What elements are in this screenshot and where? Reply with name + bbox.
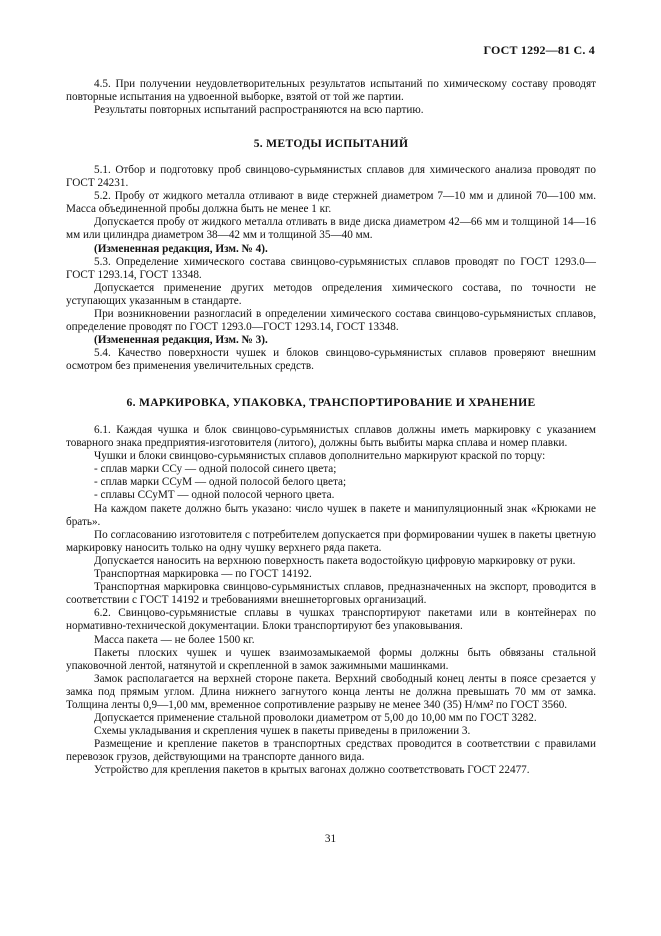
paragraph: Масса пакета — не более 1500 кг. xyxy=(94,633,255,646)
section-heading: 6. МАРКИРОВКА, УПАКОВКА, ТРАНСПОРТИРОВАНИЕ И ХРАНЕНИЕ xyxy=(126,396,536,409)
section-6-heading-wrap xyxy=(66,396,596,409)
paragraph: Транспортная маркировка свинцово-сурьмянистых сплавов, предназначенных на экспорт, проводится в соответствии с ГОСТ 14192 и требованиями внешнеторговых организаций. xyxy=(66,581,596,607)
paragraph: При возникновении разногласий в определении химического состава свинцово-сурьмянистых сплавов, определение проводят по ГОСТ 1293.0—ГОСТ 1293.14, ГОСТ 13348. xyxy=(66,308,596,334)
paragraph: 5.3. Определение химического состава свинцово-сурьмянистых сплавов проводят по ГОСТ 1293.0—ГОСТ 1293.14, ГОСТ 13348. xyxy=(66,255,596,281)
section-6-body xyxy=(66,424,596,778)
paragraph: По согласованию изготовителя с потребителем допускается при формировании чушек в пакеты цветную маркировку наносить только на одну чушку верхнего ряда пакета. xyxy=(66,528,596,554)
paragraph: 5.1. Отбор и подготовку проб свинцово-сурьмянистых сплавов для химического анализа проводят по ГОСТ 24231. xyxy=(66,164,596,190)
paragraph: На каждом пакете должно быть указано: число чушек в пакете и манипуляционный знак «Крюками не брать». xyxy=(66,502,596,528)
paragraph: Замок располагается на верхней стороне пакета. Верхний свободный конец ленты в поясе срезается у замка под прямым углом. Длина нижнего загнутого конца ленты не должна превышать 70 мм от замка. Толщина ленты 0,9—1,00 мм, временное сопротивление разрыву не менее 340 (35) Н/мм² по ГОСТ 3560. xyxy=(66,672,596,711)
paragraph: Схемы укладывания и скрепления чушек в пакеты приведены в приложении 3. xyxy=(94,725,471,738)
paragraph: Допускается применение других методов определения химического состава, по точности не уступающих указанным в стандарте. xyxy=(66,281,596,307)
paragraph: Допускается пробу от жидкого металла отливать в виде диска диаметром 42—66 мм и толщиной 14—16 мм или цилиндра диаметром 38—42 мм и толщиной 35—40 мм. xyxy=(66,216,596,242)
paragraph: Допускается применение стальной проволоки диаметром от 5,00 до 10,00 мм по ГОСТ 3282. xyxy=(94,712,537,725)
list-item: - сплав марки ССуМ — одной полосой белого цвета; xyxy=(94,476,347,489)
paragraph: 5.4. Качество поверхности чушек и блоков свинцово-сурьмянистых сплавов проверяют внешним осмотром без применения увеличительных средств. xyxy=(66,347,596,373)
paragraph: Транспортная маркировка — по ГОСТ 14192. xyxy=(94,568,312,581)
paragraph: 5.2. Пробу от жидкого металла отливают в виде стержней диаметром 7—10 мм и длиной 70—100 мм. Масса объединенной пробы должна быть не менее 1 кг. xyxy=(66,190,596,216)
paragraph: Чушки и блоки свинцово-сурьмянистых сплавов дополнительно маркируют краской по торцу: xyxy=(94,450,546,463)
paragraph: 4.5. При получении неудовлетворительных результатов испытаний по химическому составу проводят повторные испытания на удвоенной выборке, взятой от той же партии. xyxy=(66,78,596,104)
section-4-tail xyxy=(66,78,596,117)
paragraph: 6.2. Свинцово-сурьмянистые сплавы в чушках транспортируют пакетами или в контейнерах по нормативно-технической документации. Блоки транспортируют без упаковывания. xyxy=(66,607,596,633)
paragraph: 6.1. Каждая чушка и блок свинцово-сурьмянистых сплавов должны иметь маркировку с указанием товарного знака предприятия-изготовителя (литого), должны быть выбиты марка сплава и номер плавки. xyxy=(66,424,596,450)
section-5-heading-wrap xyxy=(66,137,596,150)
paragraph: Устройство для крепления пакетов в крытых вагонах должно соответствовать ГОСТ 22477. xyxy=(94,764,530,777)
paragraph: Пакеты плоских чушек и чушек взаимозамыкаемой формы должны быть обвязаны стальной упаковочной лентой, натянутой и скрепленной в замок зажимными машинками. xyxy=(66,646,596,672)
amendment-note: (Измененная редакция, Изм. № 4). xyxy=(94,242,268,255)
amendment-note: (Измененная редакция, Изм. № 3). xyxy=(94,334,268,347)
page-header: ГОСТ 1292—81 С. 4 xyxy=(483,43,595,57)
list-item: - сплав марки ССу — одной полосой синего цвета; xyxy=(94,463,337,476)
section-heading: 5. МЕТОДЫ ИСПЫТАНИЙ xyxy=(253,137,409,150)
section-5-body xyxy=(66,164,596,374)
paragraph: Размещение и крепление пакетов в транспортных средствах проводится в соответствии с правилами перевозок грузов, действующими на транспорте данного вида. xyxy=(66,738,596,764)
paragraph: Допускается наносить на верхнюю поверхность пакета водостойкую цифровую маркировку от руки. xyxy=(94,554,576,567)
page-number: 31 xyxy=(324,833,337,845)
paragraph: Результаты повторных испытаний распространяются на всю партию. xyxy=(94,104,424,117)
list-item: - сплавы ССуМТ — одной полосой черного цвета. xyxy=(94,489,335,502)
